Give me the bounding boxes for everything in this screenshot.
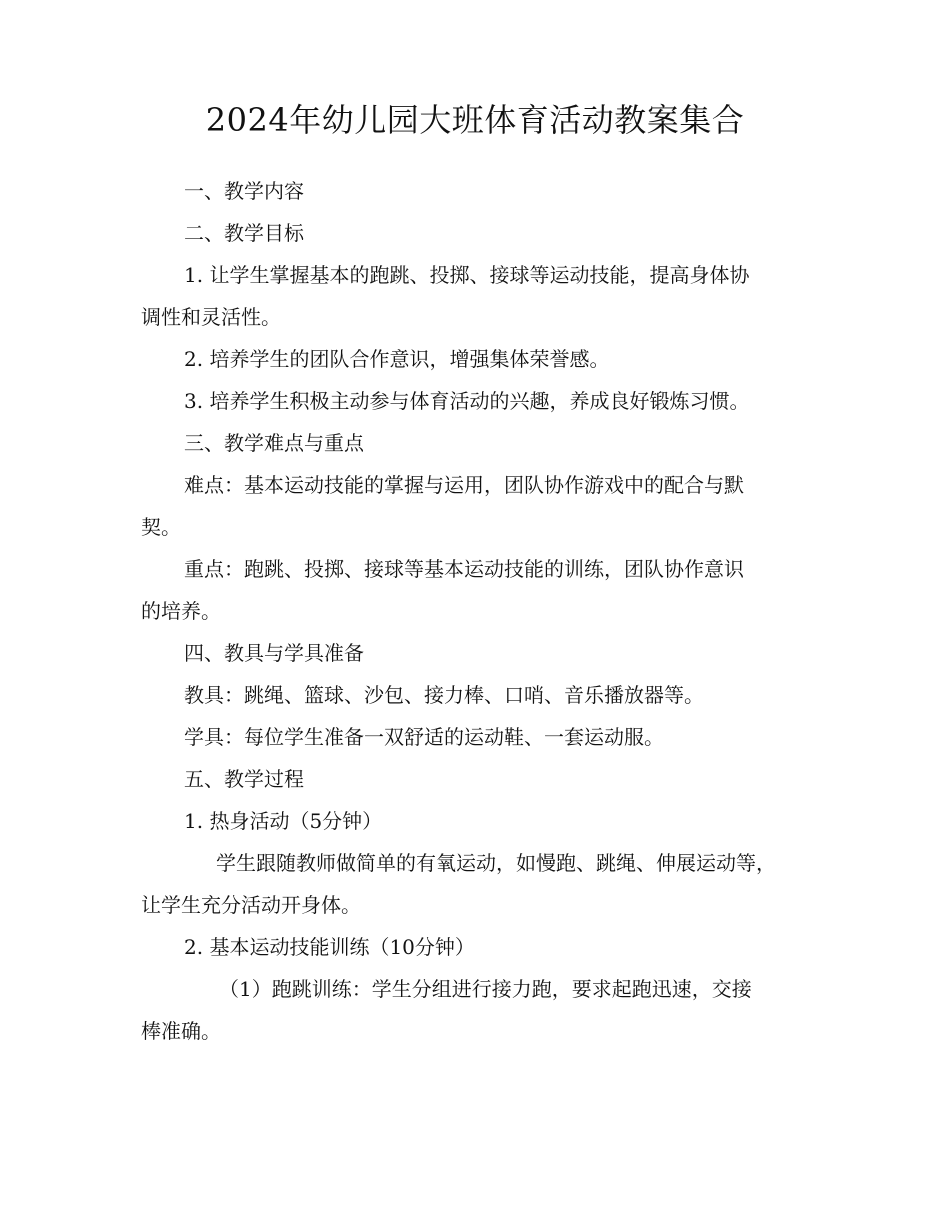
section-heading: 三、教学难点与重点 <box>184 431 364 455</box>
section-heading: 一、教学内容 <box>184 179 304 203</box>
paragraph-line: 学具：每位学生准备一双舒适的运动鞋、一套运动服。 <box>184 725 664 749</box>
paragraph-line: 2. 基本运动技能训练（10分钟） <box>184 935 475 959</box>
paragraph-line: 契。 <box>141 515 181 539</box>
paragraph-line: 2. 培养学生的团队合作意识，增强集体荣誉感。 <box>184 347 610 371</box>
section-heading: 五、教学过程 <box>184 767 304 791</box>
paragraph-line: 1. 热身活动（5分钟） <box>184 809 383 833</box>
paragraph-line: 难点：基本运动技能的掌握与运用，团队协作游戏中的配合与默 <box>184 473 744 497</box>
paragraph-line: 重点：跑跳、投掷、接球等基本运动技能的训练，团队协作意识 <box>184 557 744 581</box>
paragraph-line: 1. 让学生掌握基本的跑跳、投掷、接球等运动技能，提高身体协 <box>184 263 750 287</box>
paragraph-line: （1）跑跳训练：学生分组进行接力跑，要求起跑迅速，交接 <box>219 977 752 1001</box>
paragraph-line: 调性和灵活性。 <box>141 305 281 329</box>
document-body <box>141 170 811 1052</box>
document-title: 2024年幼儿园大班体育活动教案集合 <box>205 101 745 139</box>
paragraph-line: 的培养。 <box>141 599 221 623</box>
section-heading: 二、教学目标 <box>184 221 304 245</box>
section-heading: 四、教具与学具准备 <box>184 641 364 665</box>
paragraph-line: 学生跟随教师做简单的有氧运动，如慢跑、跳绳、伸展运动等， <box>216 851 776 875</box>
paragraph-line: 让学生充分活动开身体。 <box>141 893 361 917</box>
paragraph-line: 教具：跳绳、篮球、沙包、接力棒、口哨、音乐播放器等。 <box>184 683 704 707</box>
paragraph-line: 棒准确。 <box>141 1019 221 1043</box>
paragraph-line: 3. 培养学生积极主动参与体育活动的兴趣，养成良好锻炼习惯。 <box>184 389 750 413</box>
